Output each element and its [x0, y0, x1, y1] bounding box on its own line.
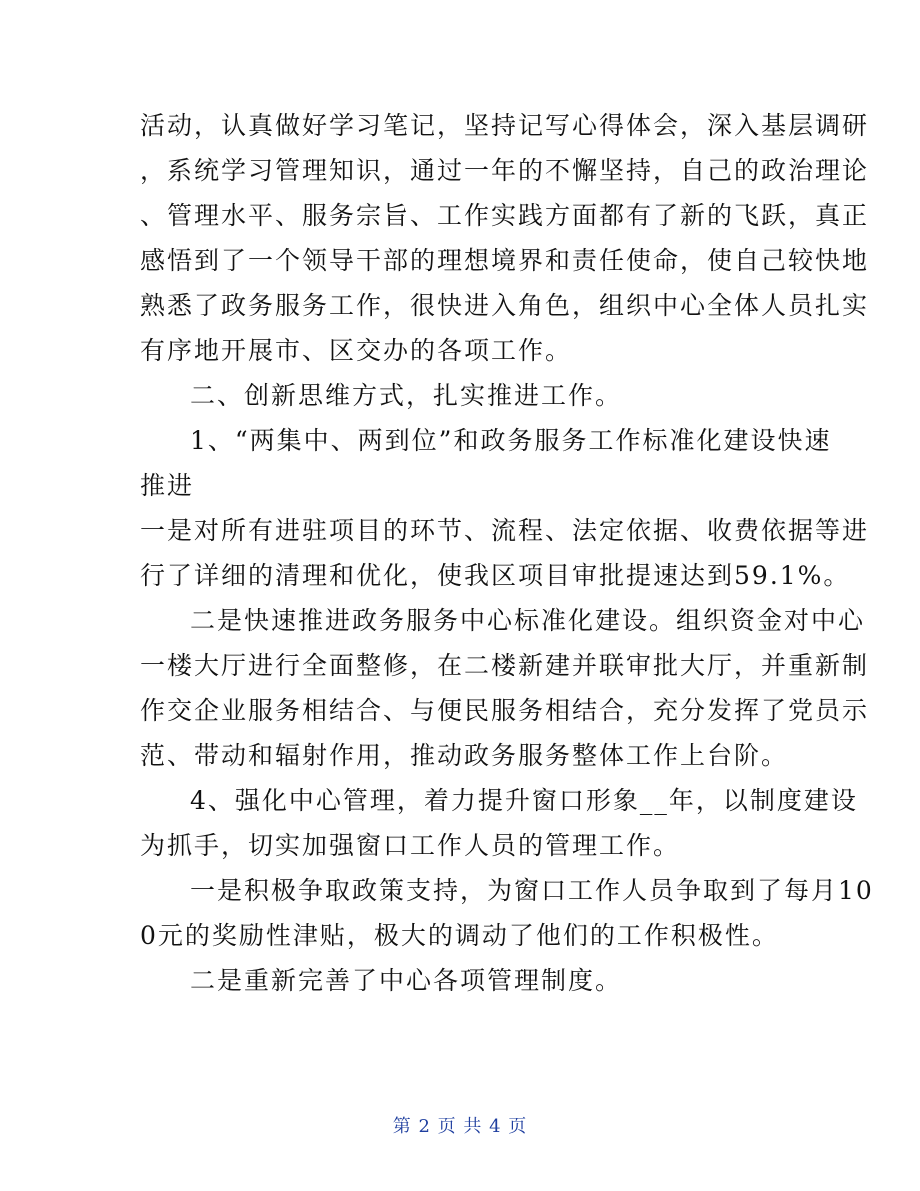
body-line: 行了详细的清理和优化，使我区项目审批提速达到59.1%。: [140, 561, 851, 590]
section-heading: 二、创新思维方式，扎实推进工作。: [190, 381, 623, 410]
body-line: 二是快速推进政务服务中心标准化建设。组织资金对中心: [190, 606, 866, 635]
body-line: 0元的奖励性津贴，极大的调动了他们的工作积极性。: [140, 921, 779, 950]
subsection-heading: 1、“两集中、两到位”和政务服务工作标准化建设快速: [190, 426, 832, 455]
body-line: 感悟到了一个领导干部的理想境界和责任使命，使自己较快地: [140, 246, 870, 275]
body-line: 二是重新完善了中心各项管理制度。: [190, 966, 623, 995]
body-line: 熟悉了政务服务工作，很快进入角色，组织中心全体人员扎实: [140, 291, 870, 320]
body-line: 一是积极争取政策支持，为窗口工作人员争取到了每月10: [190, 876, 874, 905]
body-line: 有序地开展市、区交办的各项工作。: [140, 336, 573, 365]
body-line: 一楼大厅进行全面整修，在二楼新建并联审批大厅，并重新制: [140, 651, 870, 680]
body-line: 、管理水平、服务宗旨、工作实践方面都有了新的飞跃，真正: [140, 201, 870, 230]
body-line: 推进: [140, 471, 195, 500]
document-body: [140, 103, 874, 1003]
subsection-heading: 4、强化中心管理，着力提升窗口形象__年，以制度建设: [190, 786, 858, 815]
body-line: 作交企业服务相结合、与便民服务相结合，充分发挥了党员示: [140, 696, 870, 725]
body-line: 活动，认真做好学习笔记，坚持记写心得体会，深入基层调研: [140, 111, 870, 140]
body-line: 为抓手，切实加强窗口工作人员的管理工作。: [140, 831, 681, 860]
body-line: ，系统学习管理知识，通过一年的不懈坚持，自己的政治理论: [140, 156, 870, 185]
body-line: 范、带动和辐射作用，推动政务服务整体工作上台阶。: [140, 741, 789, 770]
body-line: 一是对所有进驻项目的环节、流程、法定依据、收费依据等进: [140, 516, 870, 545]
page-number-footer: 第 2 页 共 4 页: [392, 1116, 528, 1137]
